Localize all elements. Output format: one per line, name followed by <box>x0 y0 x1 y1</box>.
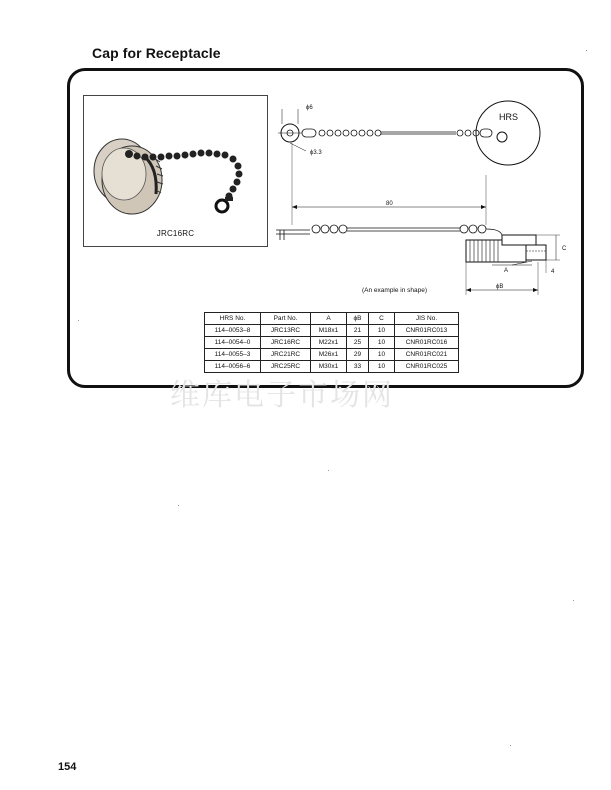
cell-phib: 25 <box>347 337 369 349</box>
header-jis-no: JIS No. <box>395 313 459 325</box>
cell-hrs-no: 114–0054–0 <box>205 337 261 349</box>
header-c: C <box>369 313 395 325</box>
cell-part-no: JRC21RC <box>261 349 311 361</box>
cell-jis-no: CNR01RC013 <box>395 325 459 337</box>
scan-speck <box>510 745 511 746</box>
cell-c: 10 <box>369 349 395 361</box>
technical-drawing <box>270 95 580 305</box>
dim-c-label: C <box>562 246 567 252</box>
dim-phi33-label: ϕ3.3 <box>310 150 322 156</box>
cell-a: M22x1 <box>311 337 347 349</box>
page-number: 154 <box>58 761 77 773</box>
cell-c: 10 <box>369 337 395 349</box>
cell-phib: 21 <box>347 325 369 337</box>
spec-table <box>204 312 459 373</box>
header-phib: ϕB <box>347 313 369 325</box>
cell-hrs-no: 114–0055–3 <box>205 349 261 361</box>
header-hrs-no: HRS No. <box>205 313 261 325</box>
cell-part-no: JRC25RC <box>261 361 311 373</box>
table-header-row <box>205 313 459 325</box>
scan-speck <box>78 320 79 321</box>
dim-80-label: 80 <box>386 201 393 207</box>
watermark: 维库电子市场网 <box>170 378 394 413</box>
header-part-no: Part No. <box>261 313 311 325</box>
cell-jis-no: CNR01RC025 <box>395 361 459 373</box>
cell-c: 10 <box>369 325 395 337</box>
dim-phi6-label: ϕ6 <box>306 105 313 111</box>
cell-hrs-no: 114–0053–8 <box>205 325 261 337</box>
cell-a: M18x1 <box>311 325 347 337</box>
cell-c: 10 <box>369 361 395 373</box>
product-photo <box>83 95 268 247</box>
table-row <box>205 337 459 349</box>
example-note: (An example in shape) <box>362 287 428 294</box>
cap-marking: HRS <box>499 112 519 122</box>
dim-4-label: 4 <box>551 269 555 275</box>
dim-a-label: A <box>504 268 509 274</box>
cell-jis-no: CNR01RC021 <box>395 349 459 361</box>
cell-part-no: JRC13RC <box>261 325 311 337</box>
scan-speck <box>573 600 574 601</box>
photo-caption: JRC16RC <box>156 229 195 238</box>
scan-speck <box>586 50 587 51</box>
cell-phib: 29 <box>347 349 369 361</box>
page-title: Cap for Receptacle <box>92 45 221 61</box>
cell-hrs-no: 114–0056–6 <box>205 361 261 373</box>
cell-jis-no: CNR01RC016 <box>395 337 459 349</box>
cell-part-no: JRC16RC <box>261 337 311 349</box>
scan-speck <box>328 470 329 471</box>
cell-a: M26x1 <box>311 349 347 361</box>
dim-phib-label: ϕB <box>496 284 504 290</box>
cap-photo-illustration <box>84 96 269 248</box>
table-row <box>205 325 459 337</box>
dimension-drawing <box>270 95 580 305</box>
table-row <box>205 349 459 361</box>
scan-speck <box>178 505 179 506</box>
cell-a: M30x1 <box>311 361 347 373</box>
header-a: A <box>311 313 347 325</box>
cell-phib: 33 <box>347 361 369 373</box>
